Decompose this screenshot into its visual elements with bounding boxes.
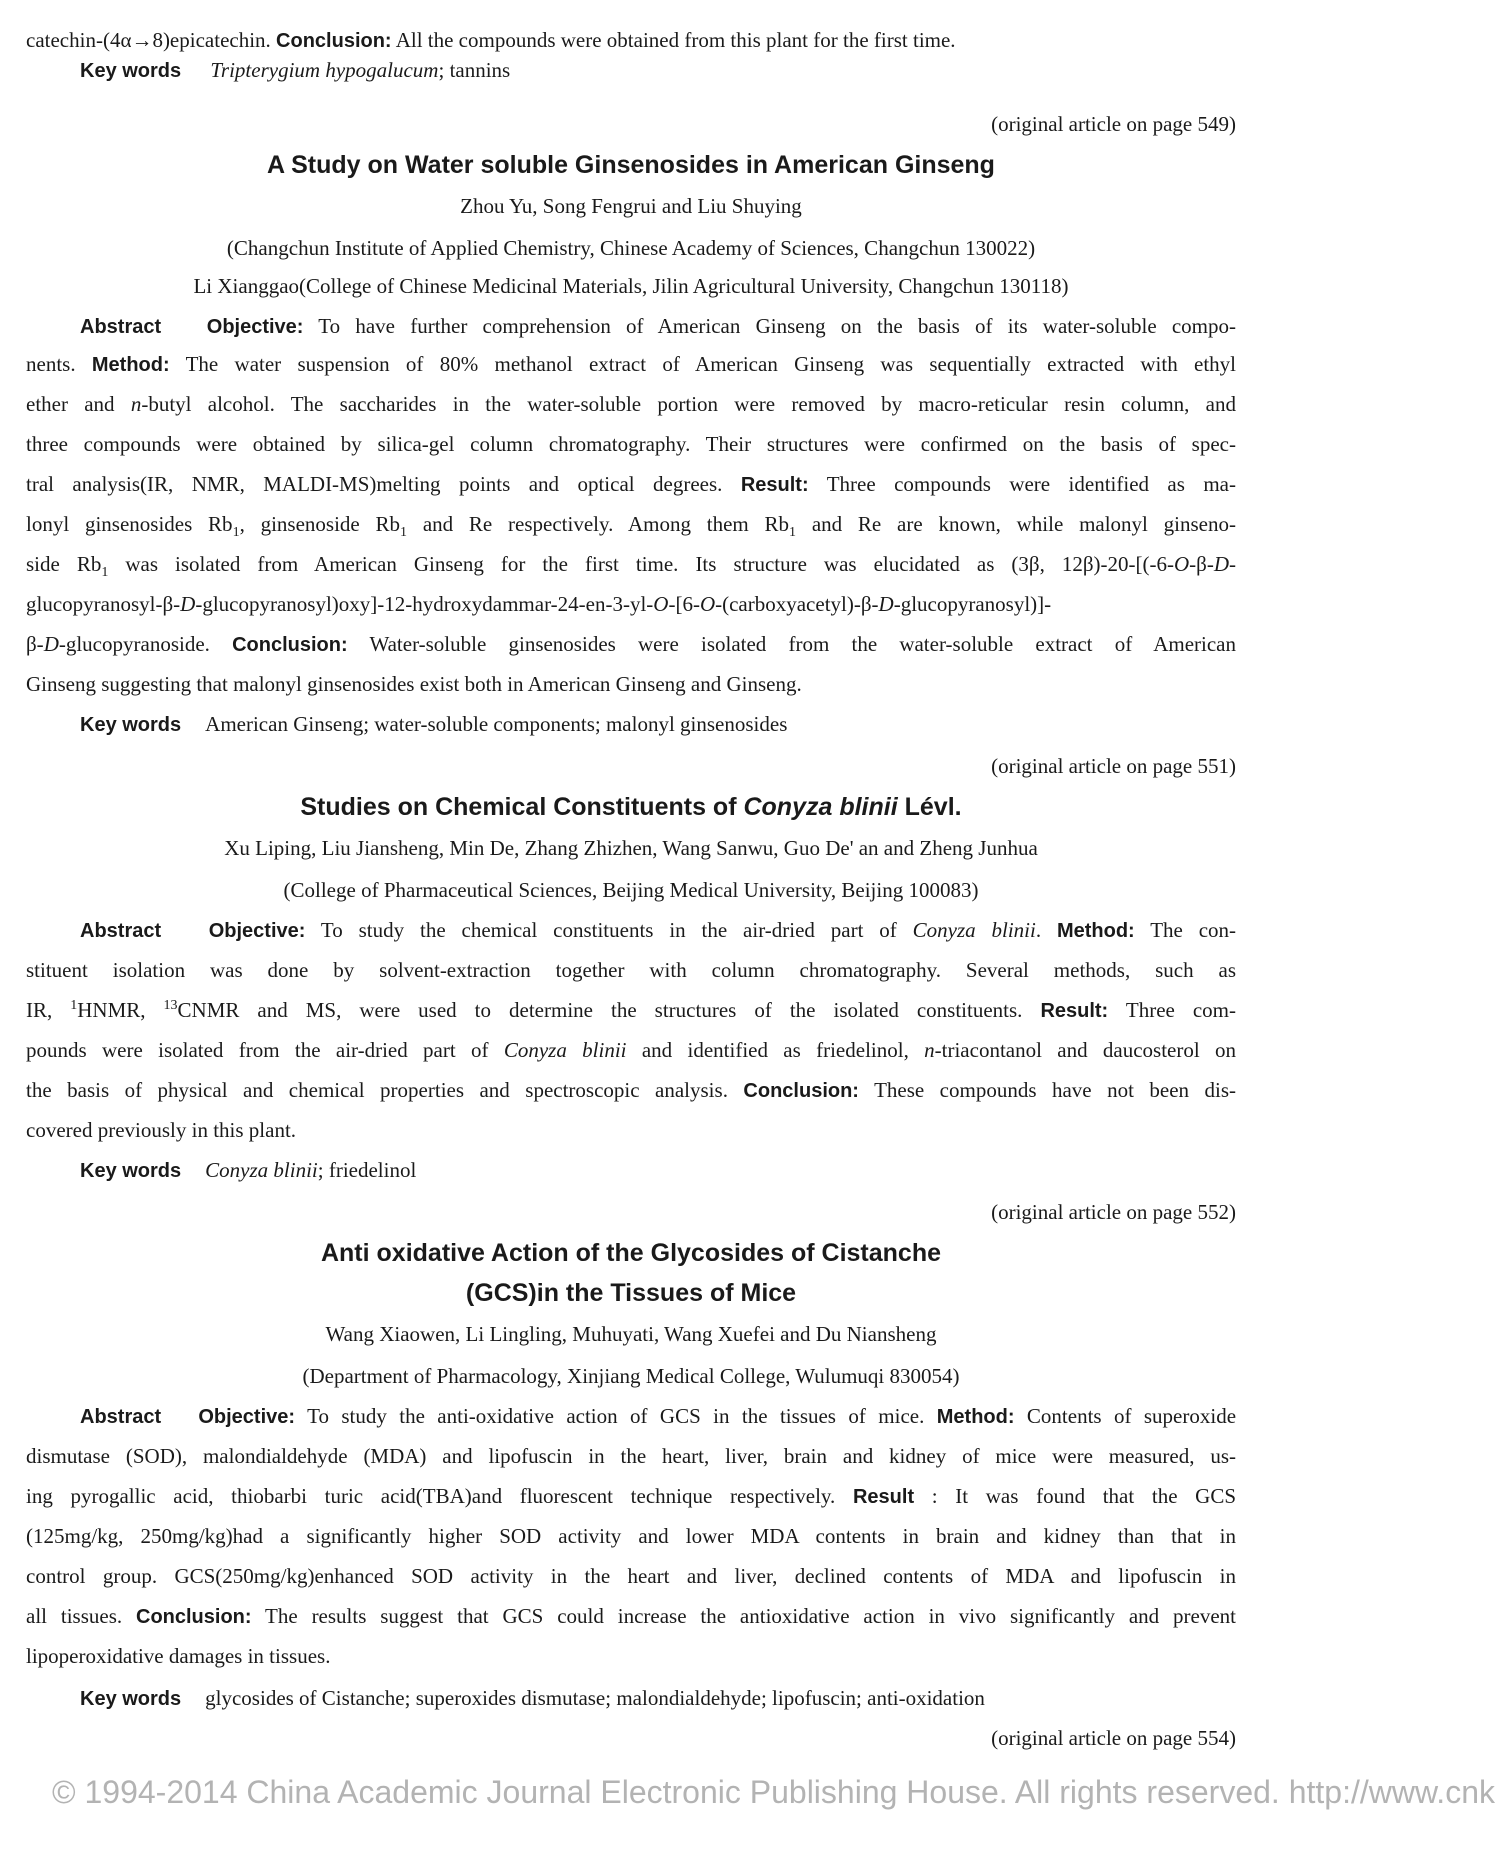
article-3-affiliation: (Department of Pharmacology, Xinjiang Medical College, Wulumuqi 830054) (302, 1364, 960, 1388)
article-3-abstract-line: control group. GCS(250mg/kg)enhanced SOD activity in the heart and liver, declined contents of MDA and lipofuscin in (26, 1564, 1236, 1588)
article-3-abstract-line: dismutase (SOD), malondialdehyde (MDA) and lipofuscin in the heart, liver, brain and kidney of mice were measured, us- (26, 1444, 1236, 1468)
article-1-abstract-line: glucopyranosyl-β-D-glucopyranosyl)oxy]-12-hydroxydammar-24-en-3-yl-O-[6-O-(carboxyacetyl)-β-D-glucopyranosyl)]- (26, 592, 1052, 616)
article-1-abstract-line: lonyl ginsenosides $Rb_1$, ginsenoside $Rb_1$ and Re respectively. Among them $Rb_1$ and Re are known, while malonyl ginseno- (26, 512, 1236, 541)
article-3-abstract-line: ing pyrogallic acid, thiobarbi turic acid(TBA)and fluorescent technique respectively. Result : It was found that the GCS (26, 1484, 1237, 1508)
article-2-keywords: Key words Conyza blinii; friedelinol (80, 1158, 417, 1182)
article-3-end-reference: (original article on page 554) (991, 1726, 1236, 1750)
top-keywords-line: Key words Tripterygium hypogalucum; tannins (80, 58, 511, 82)
article-3-abstract-line: lipoperoxidative damages in tissues. (26, 1644, 331, 1668)
article-1-affiliation-2: Li Xianggao(College of Chinese Medicinal Materials, Jilin Agricultural University, Changchun 130118) (193, 274, 1069, 298)
article-1-abstract-line: tral analysis(IR, NMR, MALDI-MS)melting points and optical degrees. Result: Three compounds were identified as ma- (26, 472, 1236, 496)
article-3-abstract-line: Abstract Objective: To study the anti-oxidative action of GCS in the tissues of mice. Method: Contents of superoxide (80, 1404, 1237, 1428)
article-3-title-line-1: Anti oxidative Action of the Glycosides of Cistanche (320, 1239, 941, 1267)
article-3-abstract-line: all tissues. Conclusion: The results suggest that GCS could increase the antioxidative action in vivo significantly and prevent (26, 1604, 1237, 1628)
article-3-abstract-line: (125mg/kg, 250mg/kg)had a significantly higher SOD activity and lower MDA contents in brain and kidney than that in (26, 1524, 1236, 1548)
article-1-abstract-line: Ginseng suggesting that malonyl ginsenosides exist both in American Ginseng and Ginseng. (26, 672, 802, 696)
article-1-abstract-line: Abstract Objective: To have further comprehension of American Ginseng on the basis of its water-soluble compo- (80, 314, 1237, 338)
article-2-affiliation: (College of Pharmaceutical Sciences, Beijing Medical University, Beijing 100083) (283, 878, 979, 902)
article-2-abstract-line: pounds were isolated from the air-dried part of Conyza blinii and identified as friedelinol, n-triacontanol and daucosterol on (26, 1038, 1237, 1062)
article-2-abstract-line: Abstract Objective: To study the chemical constituents in the air-dried part of Conyza blinii. Method: The con- (80, 918, 1237, 942)
article-1-reference: (original article on page 549) (991, 112, 1236, 136)
top-conclusion-line: catechin-(4α→8)epicatechin. Conclusion: All the compounds were obtained from this plant for the first time. (26, 28, 956, 52)
article-2-abstract-line: IR, $^1$HNMR, $^{13}$CNMR and MS, were used to determine the structures of the isolated constituents. Result: Three com- (26, 998, 1236, 1022)
article-1-abstract-line: side $Rb_1$ was isolated from American Ginseng for the first time. Its structure was elucidated as (3β, 12β)-20-[(-6-O-β-D- (26, 552, 1237, 581)
article-2-authors: Xu Liping, Liu Jiansheng, Min De, Zhang Zhizhen, Wang Sanwu, Guo De' an and Zheng Junhua (224, 836, 1038, 860)
article-3-keywords: Key words glycosides of Cistanche; superoxides dismutase; malondialdehyde; lipofuscin; anti-oxidation (80, 1686, 985, 1710)
article-2-title: Studies on Chemical Constituents of Conyza blinii Lévl. (300, 793, 962, 821)
article-2-abstract-line: the basis of physical and chemical properties and spectroscopic analysis. Conclusion: These compounds have not been dis- (26, 1078, 1236, 1102)
article-2-reference: (original article on page 551) (991, 754, 1236, 778)
article-1-abstract-line: three compounds were obtained by silica-gel column chromatography. Their structures were confirmed on the basis of spec- (26, 432, 1236, 456)
article-1-keywords: Key words American Ginseng; water-soluble components; malonyl ginsenosides (80, 712, 788, 736)
article-1-affiliation-1: (Changchun Institute of Applied Chemistry, Chinese Academy of Sciences, Changchun 130022) (226, 236, 1036, 260)
article-3-title-line-2: (GCS)in the Tissues of Mice (465, 1279, 797, 1307)
article-2-abstract-line: stituent isolation was done by solvent-extraction together with column chromatography. Several methods, such as (26, 958, 1236, 982)
article-1-authors: Zhou Yu, Song Fengrui and Liu Shuying (460, 194, 802, 218)
article-1-abstract-line: nents. Method: The water suspension of 80% methanol extract of American Ginseng was sequentially extracted with ethyl (26, 352, 1237, 376)
article-3-authors: Wang Xiaowen, Li Lingling, Muhuyati, Wang Xuefei and Du Niansheng (325, 1322, 937, 1346)
article-1-abstract-line: β-D-glucopyranoside. Conclusion: Water-soluble ginsenosides were isolated from the water-soluble extract of American (26, 632, 1236, 656)
article-2-abstract-line: covered previously in this plant. (26, 1118, 297, 1142)
article-3-reference: (original article on page 552) (991, 1200, 1236, 1224)
article-1-abstract-line: ether and n-butyl alcohol. The saccharides in the water-soluble portion were removed by macro-reticular resin column, and (26, 392, 1236, 416)
article-1-title: A Study on Water soluble Ginsenosides in American Ginseng (267, 151, 995, 179)
copyright-footer: © 1994-2014 China Academic Journal Electronic Publishing House. All rights reserved. http://www.cnk (52, 1774, 1495, 1810)
